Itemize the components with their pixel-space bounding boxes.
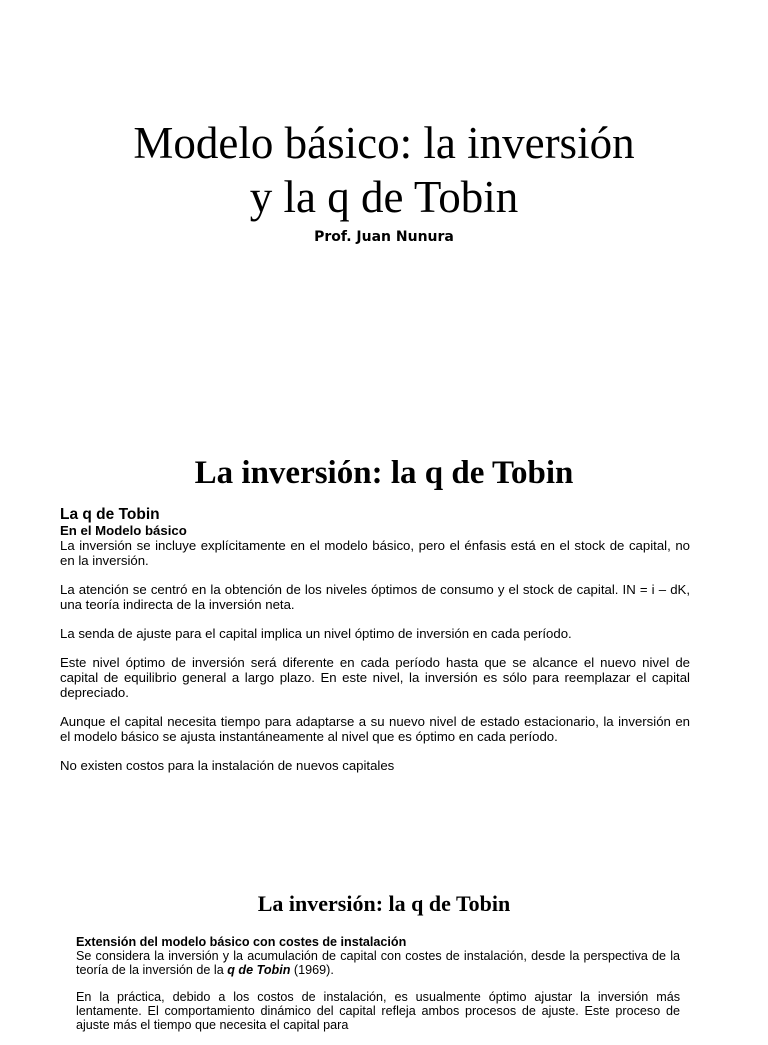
paragraph: La senda de ajuste para el capital implica un nivel óptimo de inversión en cada período.	[60, 626, 572, 641]
slide-content	[76, 935, 680, 1045]
section-label: Extensión del modelo básico con costes de instalación	[76, 935, 407, 949]
emphasis-text: q de Tobin	[227, 963, 291, 977]
text-run: (1969).	[290, 963, 334, 977]
paragraph: Aunque el capital necesita tiempo para adaptarse a su nuevo nivel de estado estacionario, la inversión en el modelo básico se ajusta instantáneamente al nivel que es óptimo en cada período.	[60, 714, 690, 744]
paragraph: Este nivel óptimo de inversión será diferente en cada período hasta que se alcance el nuevo nivel de capital de equilibrio general a largo plazo. En este nivel, la inversión es sólo para reemplazar el capital depreciado.	[60, 655, 690, 700]
paragraph: En la práctica, debido a los costos de instalación, es usualmente óptimo ajustar la inversión más lentamente. El comportamiento dinámico del capital refleja ambos procesos de ajuste. Este proceso de ajuste más el tiempo que necesita el capital para	[76, 990, 680, 1032]
presentation-title	[0, 116, 768, 224]
section-label: En el Modelo básico	[60, 523, 187, 538]
title-slide	[0, 0, 768, 300]
slide-basic-model	[0, 440, 768, 820]
title-line-2: y la q de Tobin	[249, 172, 519, 222]
slide-content	[60, 506, 690, 787]
slide-subheading: La q de Tobin	[60, 506, 160, 523]
paragraph: La inversión se incluye explícitamente en el modelo básico, pero el énfasis está en el stock de capital, no en la inversión.	[60, 538, 690, 568]
slide-heading: La inversión: la q de Tobin	[194, 455, 574, 491]
slide-heading: La inversión: la q de Tobin	[257, 891, 511, 916]
paragraph: La atención se centró en la obtención de los niveles óptimos de consumo y el stock de capital. IN = i – dK, una teoría indirecta de la inversión neta.	[60, 582, 690, 612]
author-name: Prof. Juan Nunura	[314, 229, 454, 245]
text-run: Se considera la inversión y la acumulación de capital con costes de instalación, desde la perspectiva de la teoría de la inversión de la	[76, 949, 680, 977]
paragraph	[76, 949, 680, 977]
title-line-1: Modelo básico: la inversión	[133, 118, 635, 168]
paragraph: No existen costos para la instalación de nuevos capitales	[60, 758, 395, 773]
slide-installation-costs	[0, 880, 768, 1032]
